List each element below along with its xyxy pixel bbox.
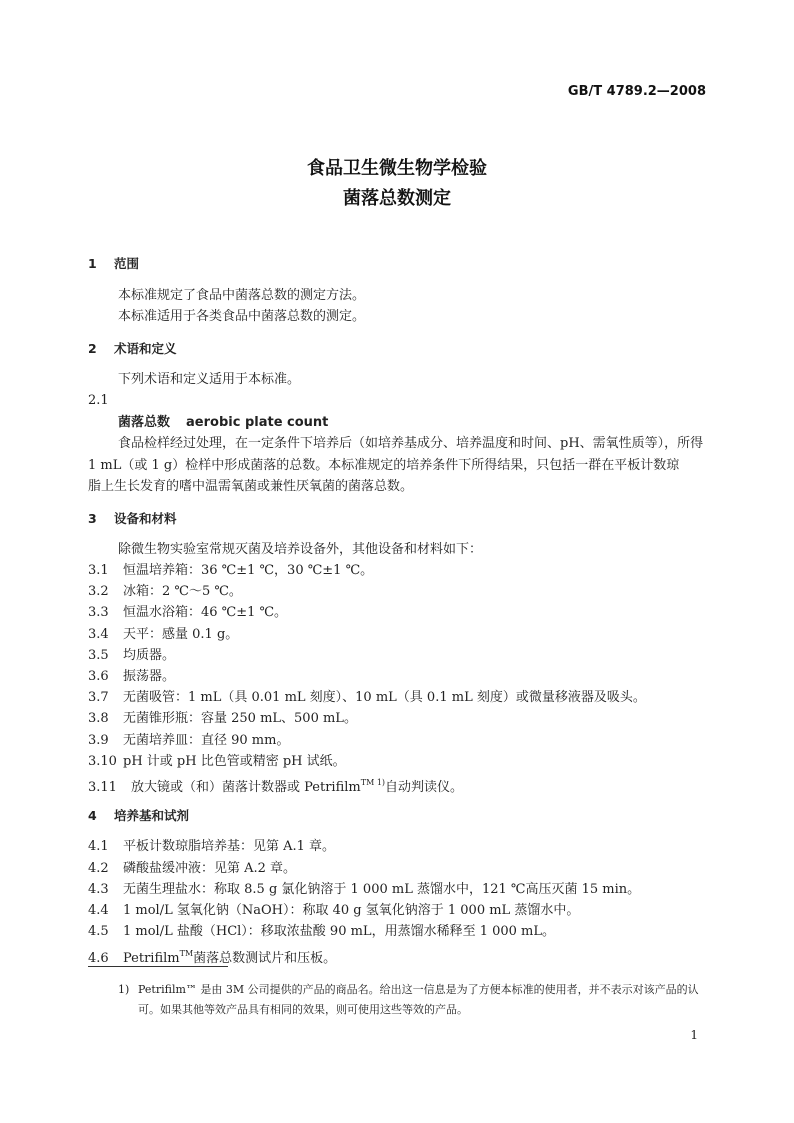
item-number: 4.2 (88, 861, 109, 876)
list-item (88, 775, 463, 796)
section-4-heading (88, 808, 189, 824)
trademark-superscript: TM (179, 949, 194, 958)
list-item (88, 627, 238, 643)
item-text: 无菌吸管：1 mL（具 0.01 mL 刻度）、10 mL（具 0.1 mL 刻度）或微量移液器及吸头。 (123, 690, 646, 705)
section-number: 1 (88, 256, 97, 271)
item-text: Petrifilm (123, 951, 180, 966)
item-number: 4.4 (88, 903, 109, 918)
item-text: 无菌生理盐水：称取 8.5 g 氯化钠溶于 1 000 mL 蒸馏水中，121 ℃高压灭菌 15 min。 (123, 882, 641, 897)
term-entry (118, 415, 328, 431)
item-number: 3.2 (88, 584, 109, 599)
item-text: 均质器。 (123, 648, 176, 663)
item-text: 无菌培养皿：直径 90 mm。 (123, 733, 290, 748)
item-text: 恒温水浴箱：46 ℃±1 ℃。 (123, 605, 288, 620)
item-text: 恒温培养箱：36 ℃±1 ℃，30 ℃±1 ℃。 (123, 563, 374, 578)
definition-line: 1 mL（或 1 g）检样中形成菌落的总数。本标准规定的培养条件下所得结果，只包括一群在平板计数琼 (88, 458, 680, 473)
item-text: 1 mol/L 氢氧化钠（NaOH）：称取 40 g 氢氧化钠溶于 1 000 mL 蒸馏水中。 (123, 903, 580, 918)
footnote-divider (88, 966, 228, 967)
list-item (88, 711, 357, 727)
item-number: 3.11 (88, 780, 117, 795)
item-number: 3.8 (88, 711, 109, 726)
section-3-heading (88, 511, 177, 527)
list-item (88, 924, 555, 940)
document-subtitle: 菌落总数测定 (343, 188, 451, 209)
list-item (88, 861, 296, 877)
section-number: 4 (88, 808, 97, 823)
item-text: 放大镜或（和）菌落计数器或 Petrifilm (131, 780, 361, 795)
item-text: 振荡器。 (123, 669, 176, 684)
list-item (88, 605, 287, 621)
item-number: 3.10 (88, 754, 117, 769)
item-text: 冰箱：2 ℃～5 ℃。 (123, 584, 242, 599)
list-item (88, 946, 336, 967)
item-text: pH 计或 pH 比色管或精密 pH 试纸。 (123, 754, 346, 769)
item-text: 自动判读仪。 (385, 780, 464, 795)
item-number: 4.6 (88, 951, 109, 966)
footnote-marker: 1) (118, 983, 130, 996)
list-item (88, 733, 289, 749)
list-item (88, 584, 242, 600)
item-number: 3.4 (88, 627, 109, 642)
item-number: 3.3 (88, 605, 109, 620)
list-item (88, 669, 175, 685)
item-number: 3.1 (88, 563, 109, 578)
list-item (88, 754, 346, 770)
paragraph: 本标准规定了食品中菌落总数的测定方法。 (118, 288, 366, 303)
item-number: 3.6 (88, 669, 109, 684)
item-text: 菌落总数测试片和压板。 (193, 951, 337, 966)
term-chinese: 菌落总数 (118, 415, 171, 430)
page-number: 1 (690, 1028, 698, 1042)
item-text: 平板计数琼脂培养基：见第 A.1 章。 (123, 839, 336, 854)
paragraph: 本标准适用于各类食品中菌落总数的测定。 (118, 309, 366, 324)
item-number: 3.5 (88, 648, 109, 663)
item-text: 无菌锥形瓶：容量 250 mL、500 mL。 (123, 711, 357, 726)
item-number: 4.5 (88, 924, 109, 939)
item-number: 4.3 (88, 882, 109, 897)
list-item (88, 563, 373, 579)
item-number: 3.9 (88, 733, 109, 748)
section-title: 设备和材料 (114, 511, 177, 526)
definition-line: 脂上生长发育的嗜中温需氧菌或兼性厌氧菌的菌落总数。 (88, 479, 414, 494)
item-text: 1 mol/L 盐酸（HCl）：移取浓盐酸 90 mL，用蒸馏水稀释至 1 000 mL。 (123, 924, 556, 939)
paragraph: 下列术语和定义适用于本标准。 (118, 372, 301, 387)
standard-number: GB/T 4789.2—2008 (567, 84, 706, 99)
section-title: 术语和定义 (114, 341, 177, 356)
item-number: 3.7 (88, 690, 109, 705)
section-number: 2 (88, 341, 97, 356)
section-title: 培养基和试剂 (114, 808, 190, 823)
list-item (88, 839, 335, 855)
list-item (88, 648, 175, 664)
list-item (88, 690, 646, 706)
document-title: 食品卫生微生物学检验 (307, 158, 487, 179)
paragraph: 除微生物实验室常规灭菌及培养设备外，其他设备和材料如下： (118, 542, 483, 557)
section-number: 3 (88, 511, 97, 526)
list-item (88, 882, 640, 898)
item-number: 4.1 (88, 839, 109, 854)
term-english: aerobic plate count (186, 415, 329, 430)
section-2-heading (88, 341, 177, 357)
section-1-heading (88, 256, 139, 272)
subsection-number: 2.1 (88, 393, 109, 408)
list-item (88, 903, 579, 919)
trademark-superscript: TM 1) (360, 778, 386, 787)
definition-line: 食品检样经过处理，在一定条件下培养后（如培养基成分、培养温度和时间、pH、需氧性质等），所得 (118, 436, 704, 451)
item-text: 天平：感量 0.1 g。 (123, 627, 239, 642)
section-title: 范围 (114, 256, 140, 271)
footnote-text: Petrifilm™ 是由 3M 公司提供的产品的商品名。给出这一信息是为了方便本标准的使用者，并不表示对该产品的认可。如果其他等效产品具有相同的效果，则可使用这些等效的产品。 (138, 983, 699, 1016)
item-text: 磷酸盐缓冲液：见第 A.2 章。 (123, 861, 297, 876)
